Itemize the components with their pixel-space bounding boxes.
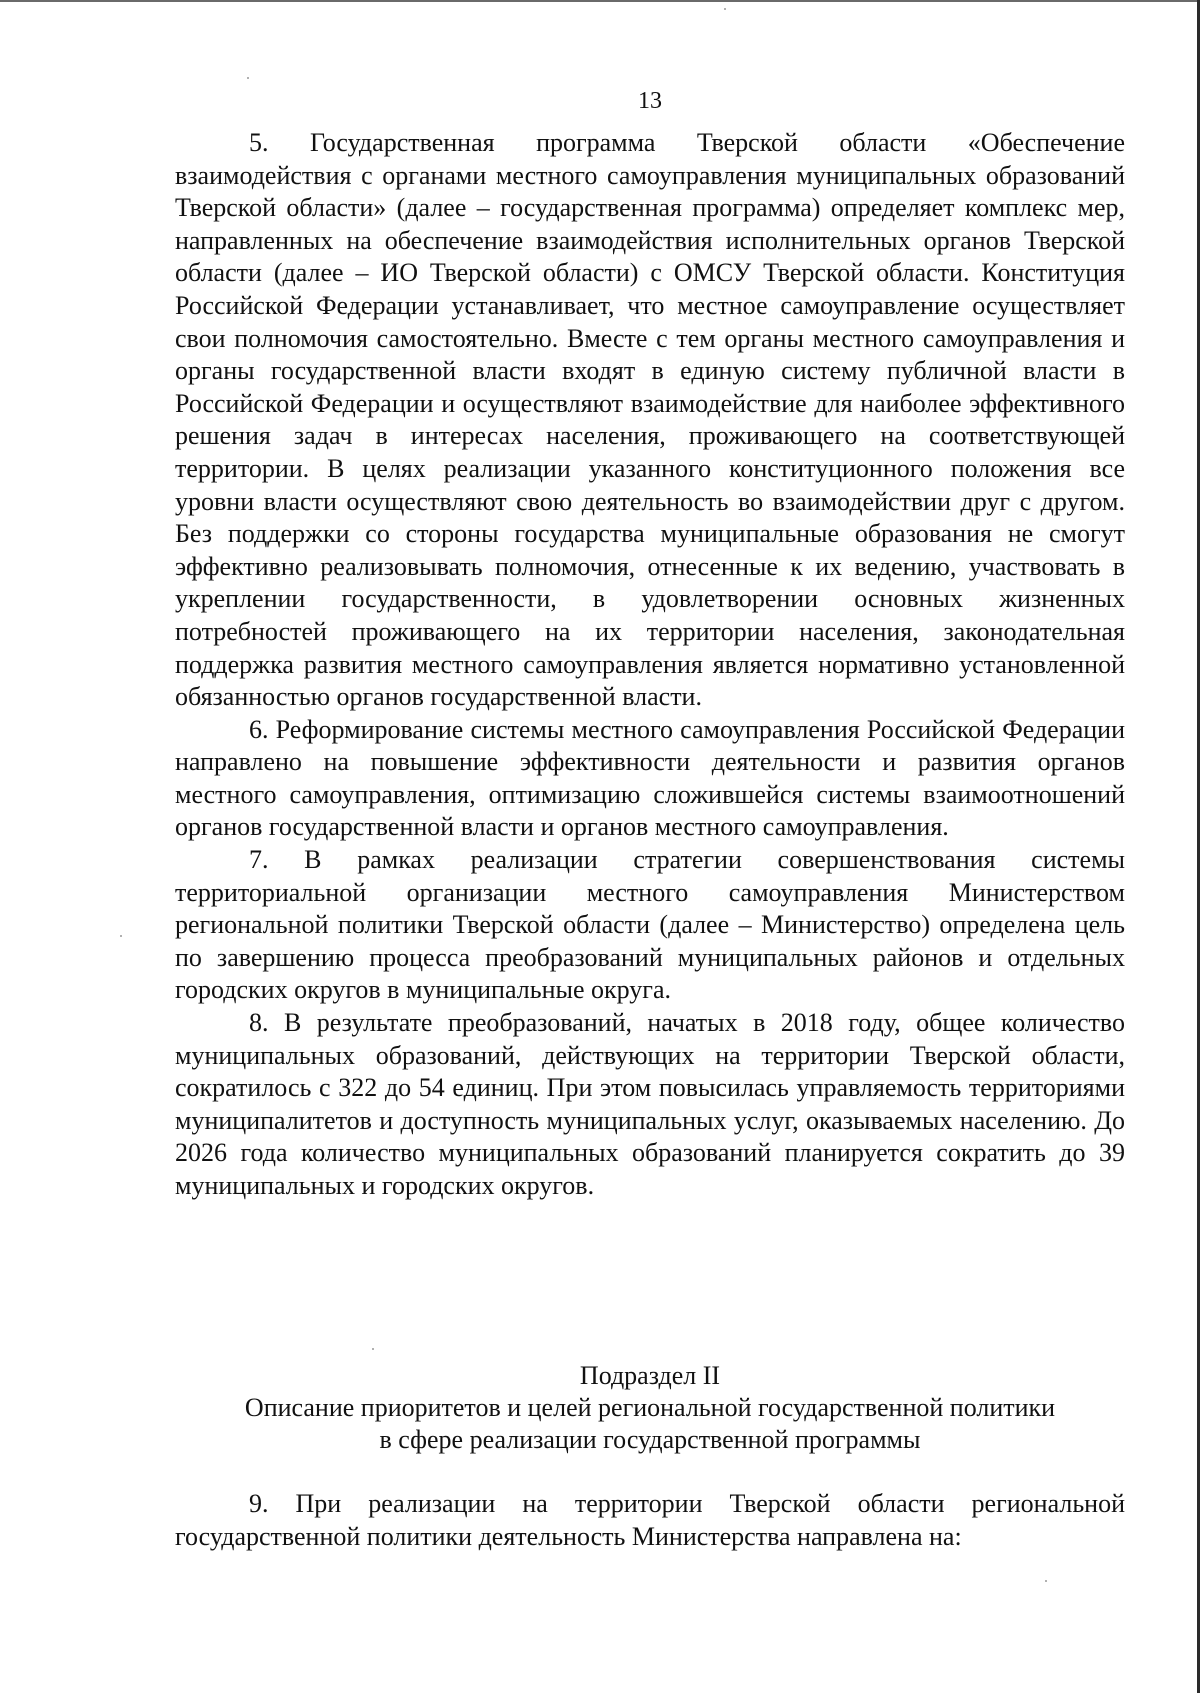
paragraph-8: 8. В результате преобразований, начатых в 2018 году, общее количество муниципальных образований, действующих на территории Тверской области, сократилось с 322 до 54 единиц. При этом повысилась управляемость территориями муниципалитетов и доступность муниципальных услуг, оказываемых населению. До 2026 года количество муниципальных образований планируется сократить до 39 муниципальных и городских округов. [175, 1008, 1125, 1200]
paragraph-7: 7. В рамках реализации стратегии совершенствования системы территориальной организации местного самоуправления Министерством региональной политики Тверской области (далее – Министерство) определена цель по завершению процесса преобразований муниципальных районов и отдельных городских округов в муниципальные округа. [175, 845, 1125, 1005]
subsection-heading [175, 1360, 1125, 1456]
scan-speck [1045, 1580, 1047, 1582]
scan-speck [247, 77, 249, 79]
page-number: 13 [638, 88, 662, 114]
body-text-continued [175, 1488, 1125, 1553]
scan-edge [0, 0, 1197, 2]
body-text [175, 127, 1125, 1203]
paragraph-9: 9. При реализации на территории Тверской области региональной государственной политики деятельность Министерства направлена на: [175, 1489, 1125, 1551]
paragraph-5: 5. Государственная программа Тверской области «Обеспечение взаимодействия с органами местного самоуправления муниципальных образований Тверской области» (далее – государственная программа) определяет комплекс мер, направленных на обеспечение взаимодействия исполнительных органов Тверской области (далее – ИО Тверской области) с ОМСУ Тверской области. Конституция Российской Федерации устанавливает, что местное самоуправление осуществляет свои полномочия самостоятельно. Вместе с тем органы местного самоуправления и органы государственной власти входят в единую систему публичной власти в Российской Федерации и осуществляют взаимодействие для наиболее эффективного решения задач в интересах населения, проживающего на соответствующей территории. В целях реализации указанного конституционного положения все уровни власти осуществляют свою деятельность во взаимодействии друг с другом. Без поддержки со стороны государства муниципальные образования не смогут эффективно реализовывать полномочия, отнесенные к их ведению, участвовать в укреплении государственности, в удовлетворении основных жизненных потребностей проживающего на их территории населения, законодательная поддержка развития местного самоуправления является нормативно установленной обязанностью органов государственной власти. [175, 128, 1125, 712]
subsection-title-line-2: в сфере реализации государственной программы [379, 1425, 921, 1454]
subsection-title-line-1: Описание приоритетов и целей региональной государственной политики [244, 1393, 1056, 1422]
paragraph-6: 6. Реформирование системы местного самоуправления Российской Федерации направлено на повышение эффективности деятельности и развития органов местного самоуправления, оптимизацию сложившейся системы взаимоотношений органов государственной власти и органов местного самоуправления. [175, 714, 1125, 842]
scan-speck [372, 1348, 374, 1350]
scan-speck [724, 8, 726, 10]
subsection-label: Подраздел II [579, 1361, 721, 1390]
scan-speck [120, 935, 122, 937]
